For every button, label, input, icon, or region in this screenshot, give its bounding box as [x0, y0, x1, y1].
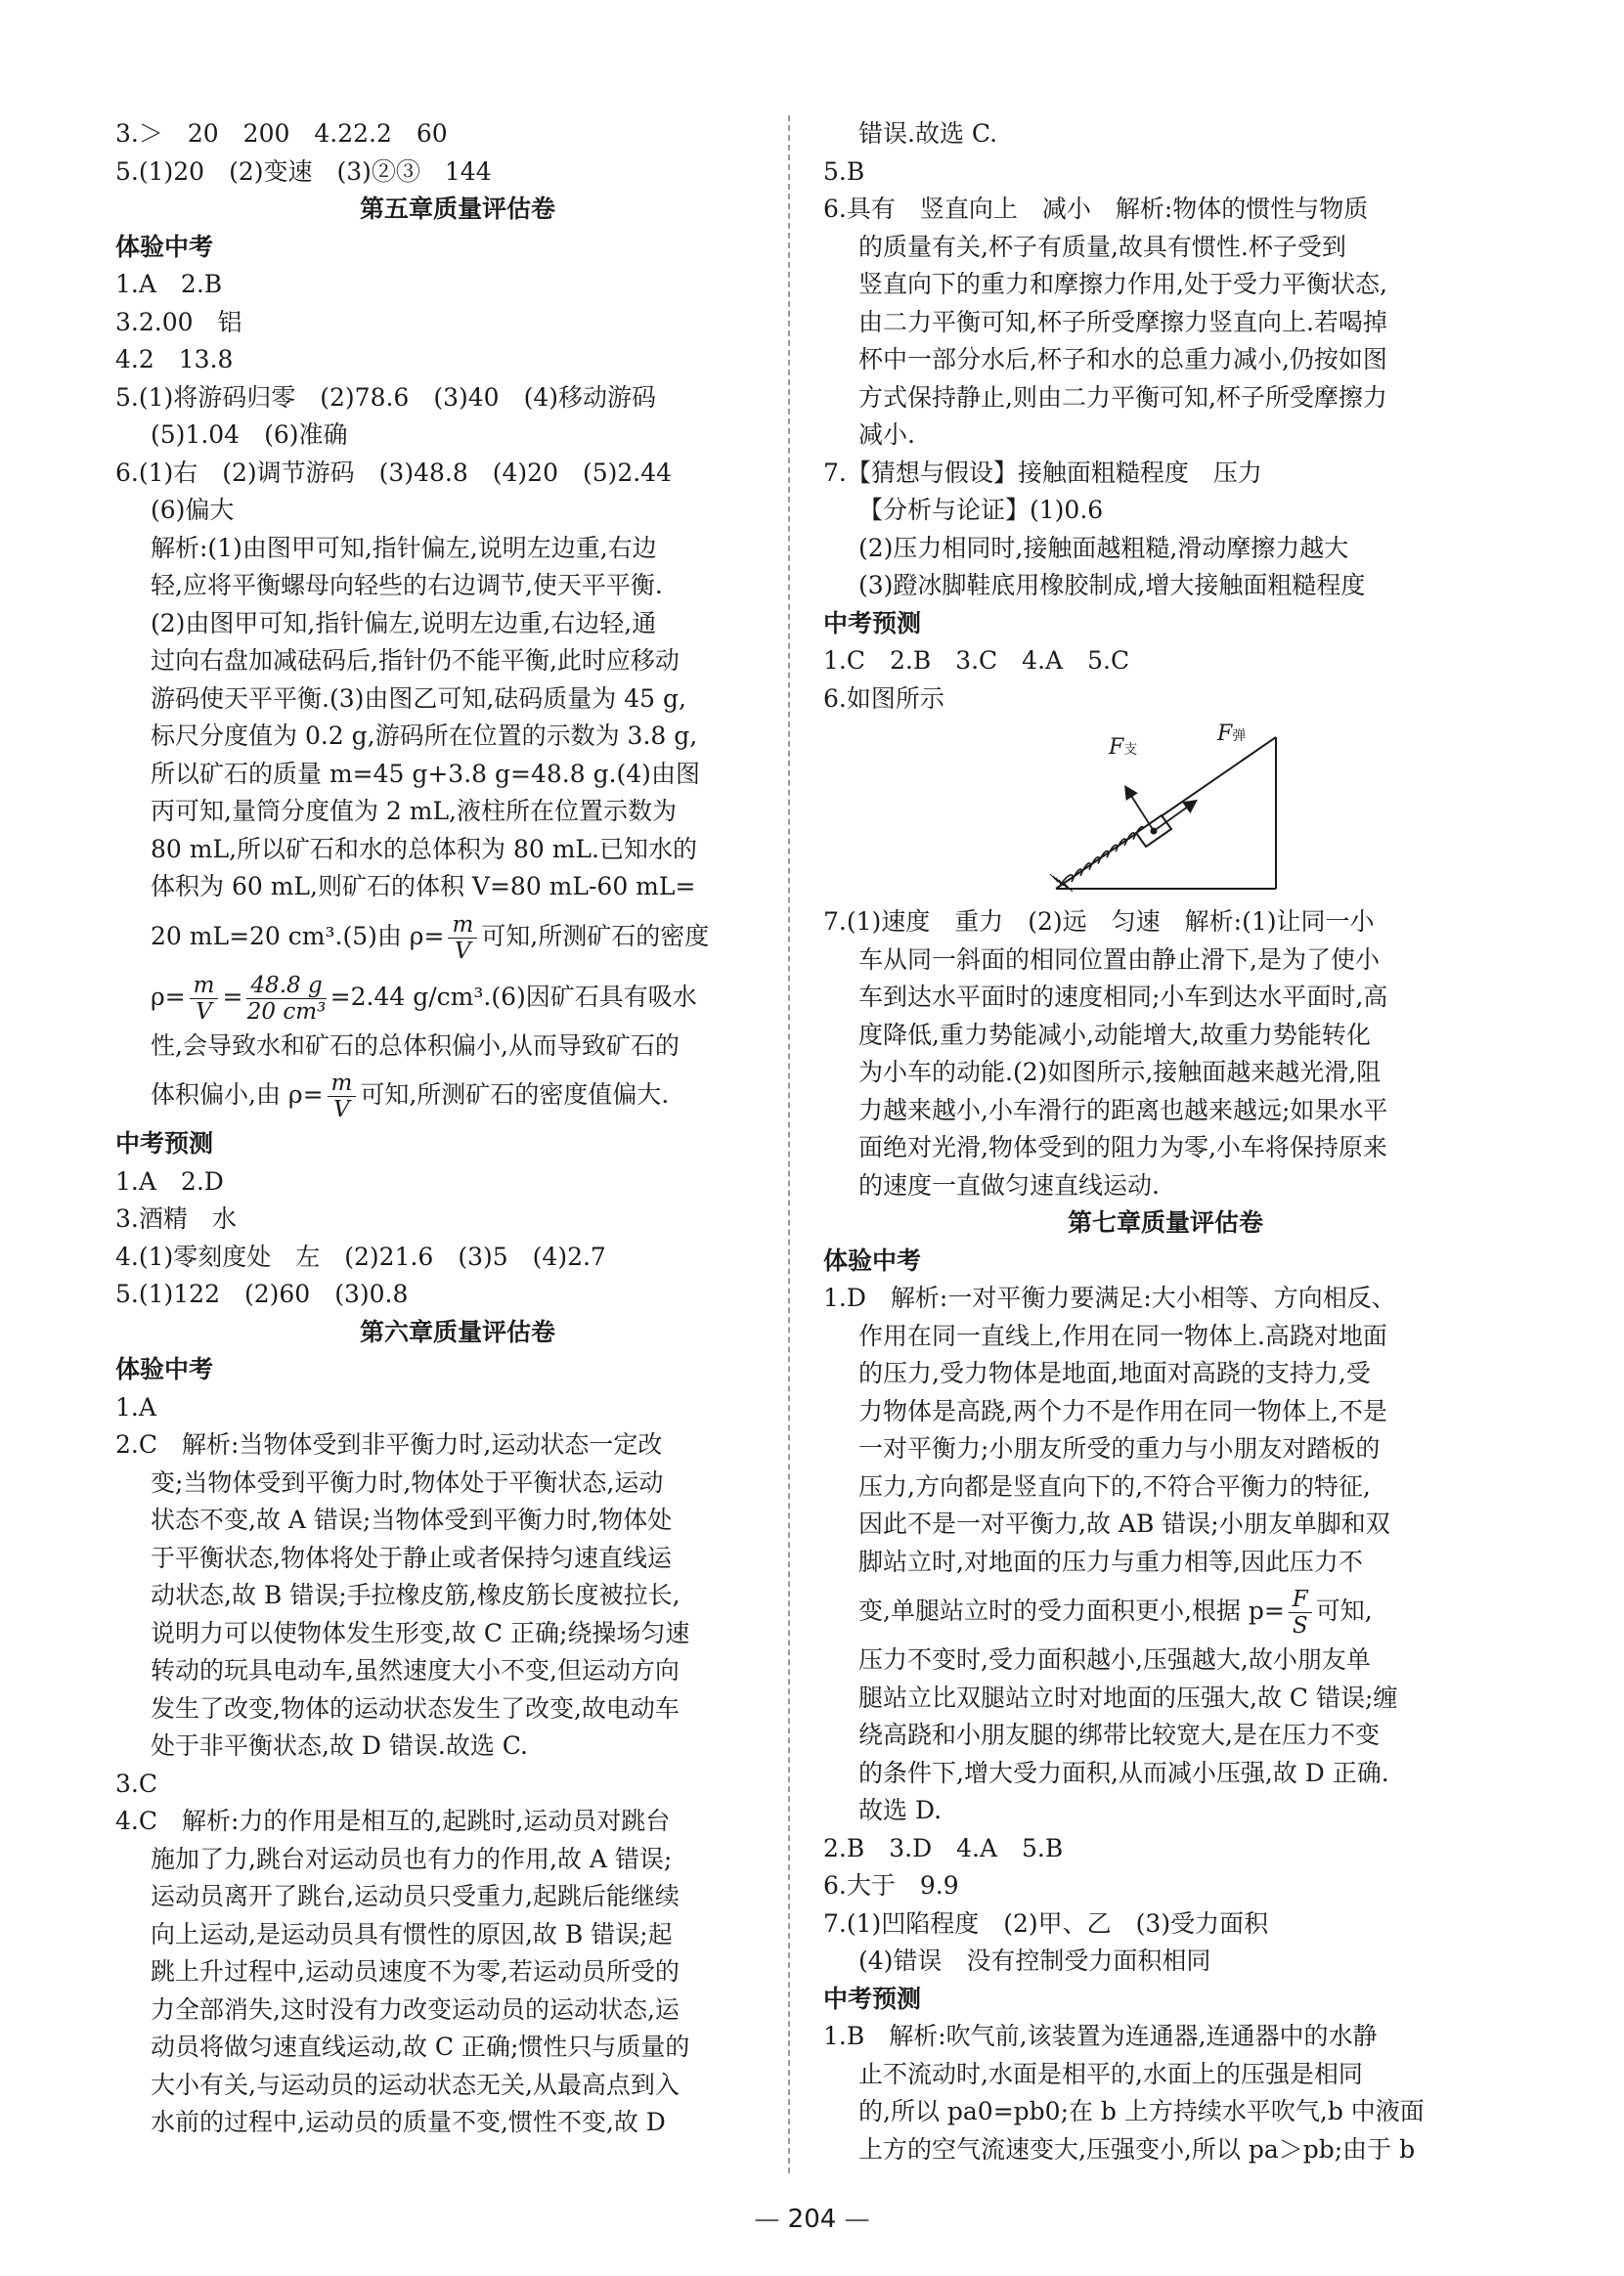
text-line: 3.C [115, 1769, 157, 1798]
text-line: 体积为 60 mL,则矿石的体积 V=80 mL-60 mL= [151, 872, 696, 900]
page-number: — 204 — [0, 2205, 1624, 2234]
text-line: 方式保持静止,则由二力平衡可知,杯子所受摩擦力 [858, 382, 1387, 412]
incline-spring-figure [823, 718, 1508, 903]
fraction-numerator: F [1289, 1587, 1312, 1613]
fraction [448, 912, 477, 964]
text-line: 故选 D. [858, 1796, 943, 1824]
text-line: 2.B 3.D 4.A 5.B [823, 1833, 1064, 1862]
subsection-heading: 中考预测 [115, 1129, 214, 1158]
force-symbol: F [1109, 735, 1124, 760]
text-line: 止不流动时,水面是相平的,水面上的压强是相同 [858, 2059, 1363, 2088]
text-line: 3.2.00 铝 [115, 307, 242, 336]
text-line: (6)偏大 [151, 496, 235, 524]
text-line: 竖直向下的重力和摩擦力作用,处于受力平衡状态, [858, 270, 1387, 298]
text-line: 于平衡状态,物体将处于静止或者保持匀速直线运 [151, 1543, 672, 1572]
support-force-arrow [1126, 788, 1154, 831]
text-line: 杯中一部分水后,杯子和水的总重力减小,仍按如图 [858, 345, 1387, 373]
text-line: 的条件下,增大受力面积,从而减小压强,故 D 正确. [858, 1758, 1389, 1787]
right-column [823, 115, 1508, 2168]
text-line: 5.(1)122 (2)60 (3)0.8 [115, 1280, 409, 1308]
text-line: 车从同一斜面的相同位置由静止滑下,是为了使小 [858, 944, 1380, 974]
text-line: 处于非平衡状态,故 D 错误.故选 C. [151, 1731, 528, 1760]
text-line: 力全部消失,这时没有力改变运动员的运动状态,运 [151, 1994, 680, 2024]
text-line: 向上运动,是运动员具有惯性的原因,故 B 错误;起 [151, 1919, 673, 1948]
fraction [1289, 1587, 1312, 1639]
text-line: 1.B 解析:吹气前,该装置为连通器,连通器中的水静 [823, 2022, 1378, 2050]
formula-line [823, 1581, 1508, 1641]
fraction-denominator: 20 cm³ [246, 998, 327, 1025]
text-line: 转动的玩具电动车,虽然速度大小不变,但运动方向 [151, 1656, 680, 1685]
support-force-label [1109, 729, 1137, 769]
subsection-heading: 体验中考 [115, 232, 214, 261]
fraction-denominator: S [1292, 1613, 1308, 1639]
text-line: 6.具有 竖直向上 减小 解析:物体的惯性与物质 [823, 195, 1369, 223]
text-line: 为小车的动能.(2)如图所示,接触面越来越光滑,阻 [858, 1058, 1382, 1086]
text-line: 1.A 2.B [115, 270, 223, 298]
text-line: 施加了力,跳台对运动员也有力的作用,故 A 错误; [151, 1844, 673, 1873]
text-line: 5.B [823, 156, 865, 186]
text-line: 3.＞ 20 200 4.22.2 60 [115, 119, 448, 148]
text-line: 6.大于 9.9 [823, 1871, 959, 1900]
incline-surface [1056, 737, 1276, 889]
fraction-denominator: V [455, 938, 471, 964]
text-line: 的质量有关,杯子有质量,故具有惯性.杯子受到 [858, 232, 1346, 261]
text-line: 4.2 13.8 [115, 345, 234, 373]
text-line: 游码使天平平衡.(3)由图乙可知,砝码质量为 45 g, [151, 683, 686, 713]
formula-line [115, 906, 800, 967]
text-line: 所以矿石的质量 m=45 g+3.8 g=48.8 g.(4)由图 [151, 759, 700, 788]
fraction-denominator: V [333, 1097, 350, 1122]
text-line: 力越来越小,小车滑行的距离也越来越远;如果水平 [858, 1095, 1388, 1124]
text-line: (3)蹬冰脚鞋底用橡胶制成,增大接触面粗糙程度 [858, 571, 1366, 599]
formula-line [115, 967, 800, 1028]
fraction-numerator: m [190, 973, 219, 999]
text-line: 绕高跷和小朋友腿的绑带比较宽大,是在压力不变 [858, 1721, 1380, 1749]
section-heading: 第五章质量评估卷 [359, 195, 555, 223]
text-line: 变;当物体受到平衡力时,物体处于平衡状态,运动 [151, 1467, 664, 1497]
text-line: 7.【猜想与假设】接触面粗糙程度 压力 [823, 458, 1262, 487]
fraction [328, 1071, 357, 1122]
subsection-heading: 体验中考 [823, 1246, 922, 1275]
text-line: (5)1.04 (6)准确 [151, 420, 348, 449]
text-line: 的速度一直做匀速直线运动. [858, 1170, 1160, 1200]
fraction-numerator: 48.8 g [246, 973, 326, 999]
text-line: 5.(1)20 (2)变速 (3)②③ 144 [115, 156, 492, 186]
formula-suffix: 可知,所测矿石的密度值偏大. [360, 1080, 670, 1109]
text-line: 解析:(1)由图甲可知,指针偏左,说明左边重,右边 [151, 533, 657, 562]
fraction-denominator: V [196, 998, 212, 1025]
text-line: 1.A 2.D [115, 1166, 224, 1196]
force-subscript: 支 [1123, 742, 1138, 758]
formula-prefix: 体积偏小,由 ρ= [151, 1080, 324, 1109]
text-line: 的,所以 pa0=pb0;在 b 上方持续水平吹气,b 中液面 [858, 2097, 1425, 2125]
spring-force-label [1217, 716, 1246, 756]
text-line: 的压力,受力物体是地面,地面对高跷的支持力,受 [858, 1359, 1371, 1387]
formula-suffix: =2.44 g/cm³.(6)因矿石具有吸水 [329, 982, 697, 1011]
text-line: 度降低,重力势能减小,动能增大,故重力势能转化 [858, 1020, 1371, 1049]
formula-prefix: 变,单腿站立时的受力面积更小,根据 p= [858, 1597, 1285, 1625]
formula-suffix: 可知, [1315, 1597, 1373, 1625]
force-subscript: 弹 [1232, 728, 1247, 744]
text-line: 【分析与论证】(1)0.6 [858, 496, 1104, 524]
left-column [115, 115, 800, 2142]
text-line: 1.D 解析:一对平衡力要满足:大小相等、方向相反、 [823, 1284, 1396, 1312]
text-line: 脚站立时,对地面的压力与重力相等,因此压力不 [858, 1547, 1363, 1576]
spring [1060, 827, 1144, 886]
text-line: 1.C 2.B 3.C 4.A 5.C [823, 646, 1130, 675]
text-line: 丙可知,量筒分度值为 2 mL,液柱所在位置示数为 [151, 797, 678, 825]
subsection-heading: 体验中考 [115, 1355, 214, 1383]
hatch-mark [1053, 876, 1061, 884]
text-line: 大小有关,与运动员的运动状态无关,从最高点到入 [151, 2070, 680, 2099]
text-line: (4)错误 没有控制受力面积相同 [858, 1947, 1211, 1975]
text-line: (2)由图甲可知,指针偏左,说明左边重,右边轻,通 [151, 608, 657, 637]
text-line: 6.如图所示 [823, 683, 944, 713]
text-line: 作用在同一直线上,作用在同一物体上.高跷对地面 [858, 1321, 1387, 1350]
text-line: 运动员离开了跳台,运动员只受重力,起跳后能继续 [151, 1882, 680, 1910]
text-line: 动员将做匀速直线运动,故 C 正确;惯性只与质量的 [151, 2033, 690, 2061]
formula-line [115, 1065, 800, 1125]
text-line: 水前的过程中,运动员的质量不变,惯性不变,故 D [151, 2108, 666, 2136]
formula-equals: = [222, 982, 243, 1011]
text-line: 7.(1)凹陷程度 (2)甲、乙 (3)受力面积 [823, 1908, 1269, 1938]
column-divider [788, 115, 790, 2173]
text-line: (2)压力相同时,接触面越粗糙,滑动摩擦力越大 [858, 533, 1349, 562]
text-line: 压力,方向都是竖直向下的,不符合平衡力的特征, [858, 1471, 1371, 1501]
text-line: 过向右盘加减砝码后,指针仍不能平衡,此时应移动 [151, 646, 680, 675]
text-line: 由二力平衡可知,杯子所受摩擦力竖直向上.若喝掉 [858, 307, 1387, 336]
fraction [246, 973, 326, 1025]
fraction-numerator: m [328, 1071, 357, 1097]
text-line: 轻,应将平衡螺母向轻些的右边调节,使天平平衡. [151, 571, 663, 599]
text-line: 面绝对光滑,物体受到的阻力为零,小车将保持原来 [858, 1133, 1387, 1161]
force-symbol: F [1217, 722, 1233, 746]
text-line: 4.C 解析:力的作用是相互的,起跳时,运动员对跳台 [115, 1807, 671, 1835]
text-line: 状态不变,故 A 错误;当物体受到平衡力时,物体处 [151, 1506, 673, 1534]
text-line: 说明力可以使物体发生形变,故 C 正确;绕操场匀速 [151, 1618, 690, 1647]
text-line: 腿站立比双腿站立时对地面的压强大,故 C 错误;缠 [858, 1683, 1398, 1712]
formula-prefix: ρ= [151, 982, 186, 1011]
text-line: 力物体是高跷,两个力不是作用在同一物体上,不是 [858, 1396, 1387, 1425]
text-line: 6.(1)右 (2)调节游码 (3)48.8 (4)20 (5)2.44 [115, 458, 673, 487]
text-line: 1.A [115, 1392, 156, 1422]
text-line: 一对平衡力;小朋友所受的重力与小朋友对踏板的 [858, 1434, 1381, 1463]
text-line: 上方的空气流速变大,压强变小,所以 pa＞pb;由于 b [858, 2134, 1416, 2164]
text-line: 4.(1)零刻度处 左 (2)21.6 (3)5 (4)2.7 [115, 1242, 606, 1271]
text-line: 车到达水平面时的速度相同;小车到达水平面时,高 [858, 983, 1388, 1011]
text-line: 错误.故选 C. [858, 119, 998, 148]
text-line: 跳上升过程中,运动员速度不为零,若运动员所受的 [151, 1957, 680, 1986]
text-line: 减小. [858, 420, 915, 449]
text-line: 5.(1)将游码归零 (2)78.6 (3)40 (4)移动游码 [115, 382, 656, 412]
text-line: 动状态,故 B 错误;手拉橡皮筋,橡皮筋长度被拉长, [151, 1581, 680, 1609]
text-line: 7.(1)速度 重力 (2)远 匀速 解析:(1)让同一小 [823, 907, 1375, 936]
section-heading: 第六章质量评估卷 [359, 1317, 555, 1346]
fraction [190, 973, 219, 1025]
text-line: 标尺分度值为 0.2 g,游码所在位置的示数为 3.8 g, [151, 722, 698, 750]
text-line: 发生了改变,物体的运动状态发生了改变,故电动车 [151, 1693, 680, 1723]
subsection-heading: 中考预测 [823, 1984, 922, 2013]
hatch-mark [1050, 874, 1058, 882]
text-line: 3.酒精 水 [115, 1204, 237, 1233]
formula-suffix: 可知,所测矿石的密度 [481, 921, 710, 950]
formula-prefix: 20 mL=20 cm³.(5)由 ρ= [151, 921, 445, 950]
section-heading: 第七章质量评估卷 [1067, 1208, 1263, 1237]
text-line: 性,会导致水和矿石的总体积偏小,从而导致矿石的 [151, 1030, 680, 1060]
text-line: 压力不变时,受力面积越小,压强越大,故小朋友单 [858, 1645, 1371, 1674]
fraction-numerator: m [448, 912, 477, 939]
subsection-heading: 中考预测 [823, 608, 922, 637]
text-line: 因此不是一对平衡力,故 AB 错误;小朋友单脚和双 [858, 1510, 1390, 1538]
text-line: 2.C 解析:当物体受到非平衡力时,运动状态一定改 [115, 1430, 663, 1459]
text-line: 80 mL,所以矿石和水的总体积为 80 mL.已知水的 [151, 834, 697, 863]
